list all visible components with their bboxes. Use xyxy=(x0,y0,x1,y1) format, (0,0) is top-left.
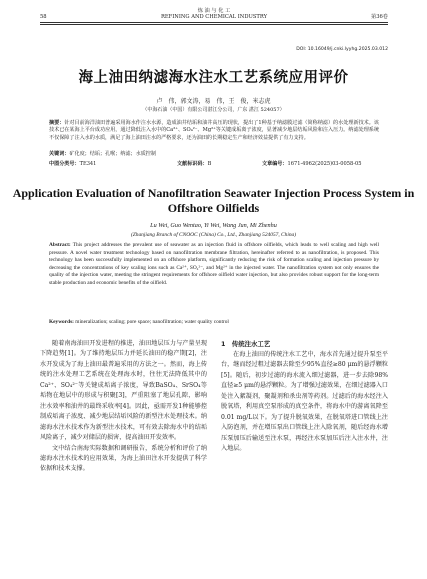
body-column-left xyxy=(40,339,207,475)
keywords-cn-label: 关键词： xyxy=(49,151,70,157)
affiliation-en: (Zhanjiang Branch of CNOOC (China) Co., Ltd., Zhanjiang 524057, China) xyxy=(130,232,297,238)
article-id: 文章编号：1671-4962(2025)03-0058-05 xyxy=(262,161,362,167)
body-column-right xyxy=(221,339,388,454)
doi: DOI: 10.16049/j.cnki.lyyhg.2025.03.012 xyxy=(296,47,388,52)
volume-label: 第36卷 xyxy=(371,14,388,20)
abstract-cn xyxy=(49,120,379,142)
document-code: 文献标识码：B xyxy=(177,161,212,167)
abstract-en xyxy=(49,242,379,287)
page-number: 58 xyxy=(40,14,47,20)
header-rule-bottom xyxy=(40,24,388,25)
article-title-en: Application Evaluation of Nanofiltration Seawater Injection Process System in Offshore Oilfields xyxy=(12,186,415,215)
body-paragraph: 在海上油田的传统注水工艺中，海水首先通过提升泵至平台，继而经过粗过滤器去除至少95%直径≥80 μm的悬浮颗粒[5]。随后，初步过滤的海水流入细过滤器，进一步去除98%直径≥5 μm的悬浮颗粒。为了增强过滤效果，在细过滤器入口处注入絮凝剂，聚凝剂和杀虫剂等药剂。过滤后的海水经注入脱氧塔，利用真空泵形成的真空条件，将海水中的游离氧降至0.01 mg/L以下。为了提升脱氧效果，在脱氧塔进口管线上注入防泡剂，并在增压泵出口管线上注入除氧剂，随后经海水增压泵加压后输送至注水泵，再经注水泵加压后注入注水井，注入地层。 xyxy=(221,350,388,453)
article-title-cn: 海上油田纳滤海水注水工艺系统应用评价 xyxy=(78,70,349,86)
affiliation-cn: （中海石油（中国）有限公司湛江分公司，广东 湛江 524057） xyxy=(142,107,285,113)
section-heading: 1 传统注水工艺 xyxy=(221,340,271,348)
abstract-cn-text: 针对目前海洋油田普遍采用海水作注水水源，造成油井结垢和油井高压的现状，提出了1种基于纳滤膜过滤（简称纳滤）的水处理新技术。该技术已在某海上平台成功应用，通过降低注入水中的Ca²⁺、SO₄²⁻、Mg²⁺等关键成垢离子浓度，显著减少地层结垢风险和注入压力。纳滤处理系统不仅保障了注入水的水质，满足了海上油田注水的严格要求，还为油田的长期稳定生产和经济效益提供了有力支持。 xyxy=(49,120,379,141)
clc-number: 中图分类号：TE341 xyxy=(49,161,97,167)
header-rule-top xyxy=(40,22,388,23)
abstract-cn-label: 摘要： xyxy=(49,120,65,126)
journal-name-cn: 炼 油 与 化 工 xyxy=(197,8,231,14)
abstract-en-label: Abstract: xyxy=(49,242,71,248)
body-paragraph: 随着南海油田开发进程的推进，油田地层压力与产量呈现下降趋势[1]。为了维持地层压力并延长油田的稳产期[2]，注水开发成为了海上油田最普遍采用的方法之一。然而，海上传统的注水处理工艺系统在处理海水时，往往无法降低其中的Ca²⁺、SO₄²⁻等关键成垢离子浓度，导致BaSO₄、SrSO₄等垢物在地层中的形成与积聚[3]，严重阻塞了地层孔隙，影响注水效率和油井的最终采收率[4]。因此，亟需开发1种能够控制成垢离子浓度、减少地层结垢风险的新型注水处理技术。纳滤海水注水技术作为新型注水技术，可有效去除海水中的结垢风险离子，减少对储层的损害，提高油田开发效率。 xyxy=(40,340,207,442)
journal-name-en: REFINING AND CHEMICAL INDUSTRY xyxy=(160,14,268,20)
body-paragraph: 文中结合南海实际数据和调研报告，系统分析和评价了纳滤海水注水技术的应用效果，为海上油田注水开发提供了科学依据和技术支撑。 xyxy=(40,444,207,473)
abstract-en-text: This project addresses the prevalent use of seawater as an injection fluid in offshore oilfields, which leads to well scaling and high well pressure. A novel water treatment technology based on nanofiltration membrane filtration, hereinafter referred to as nanofiltration, is proposed. This technology has been successfully implemented on an offshore platform, significantly reducing the risk of formation scaling and injection pressure by decreasing the concentrations of key scaling ions such as Ca²⁺, SO₄²⁻, and Mg²⁺ in the injected water. The nanofiltration system not only ensures the quality of the injection water, meeting the stringent requirements for offshore oilfield water injection, but also provides robust support for the long-term stable production and economic benefits of the oilfield. xyxy=(49,242,380,286)
keywords-en-text: mineralization; scaling; pore space; nanofiltration; water quality control xyxy=(75,319,229,325)
authors-cn: 卢 伟，郭文涛，易 伟，王 俊，米志虎 xyxy=(156,98,271,105)
keywords-en-label: Keywords: xyxy=(49,319,74,325)
authors-en: Lu Wei, Guo Wentao, Yi Wei, Wang Jun, Mi Zhenhu xyxy=(150,222,277,229)
keywords-en xyxy=(49,319,379,326)
keywords-cn-text: 矿化度；结垢；孔喉；纳滤；水质控制 xyxy=(69,151,156,157)
keywords-cn xyxy=(49,151,379,158)
